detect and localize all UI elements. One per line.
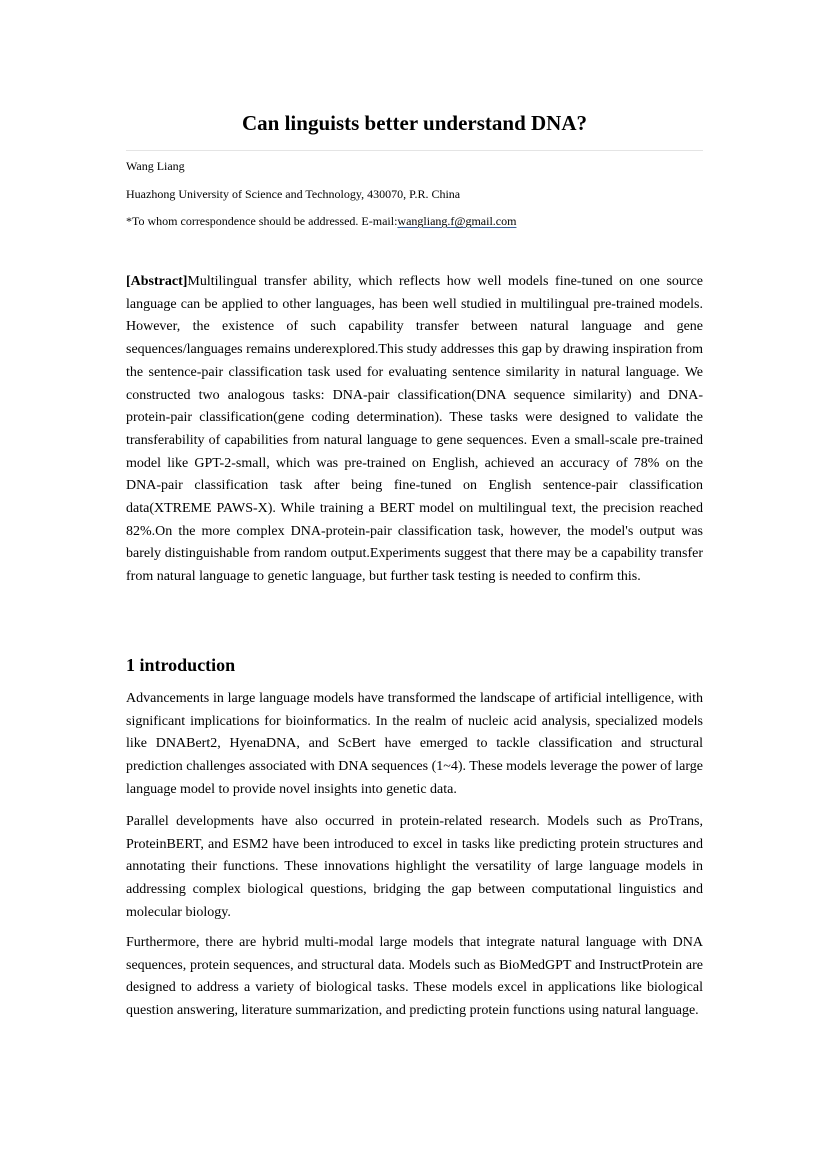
section-heading: 1 introduction bbox=[126, 655, 236, 675]
body-paragraph: Parallel developments have also occurred in protein-related research. Models such as ProTrans, ProteinBERT, and ESM2 have been introduced to excel in tasks like predicting protein structures and annotating their functions. These innovations highlight the versatility of large language models in addressing complex biological questions, bridging the gap between computational linguistics and molecular biology. bbox=[126, 814, 703, 920]
body-paragraph: Furthermore, there are hybrid multi-modal large models that integrate natural language with DNA sequences, protein sequences, and structural data. Models such as BioMedGPT and InstructProtein are designed to address a variety of biological tasks. These models excel in applications like biological question answering, literature summarization, and predicting protein functions using natural language. bbox=[126, 935, 703, 1019]
title-divider bbox=[126, 150, 703, 151]
correspondence-prefix: *To whom correspondence should be addressed. E-mail: bbox=[126, 214, 398, 228]
body-paragraph: Advancements in large language models have transformed the landscape of artificial intelligence, with significant implications for bioinformatics. In the realm of nucleic acid analysis, specialized models like DNABert2, HyenaDNA, and ScBert have emerged to tackle classification and structural prediction challenges associated with DNA sequences (1~4). These models leverage the power of large language model to provide novel insights into genetic data. bbox=[126, 691, 703, 797]
abstract bbox=[126, 271, 703, 589]
abstract-label: [Abstract] bbox=[126, 274, 188, 289]
author-name: Wang Liang bbox=[126, 159, 185, 173]
paper-title: Can linguists better understand DNA? bbox=[242, 111, 587, 135]
abstract-text: Multilingual transfer ability, which reflects how well models fine-tuned on one source language can be applied to other languages, has been well studied in multilingual pre-trained models. However, the existence of such capability transfer between natural language and gene sequences/languages remains underexplored.This study addresses this gap by drawing inspiration from the sentence-pair classification task used for evaluating sentence similarity in natural language. We constructed two analogous tasks: DNA-pair classification(DNA sequence similarity) and DNA-protein-pair classification(gene coding determination). These tasks were designed to validate the transferability of capabilities from natural language to gene sequences. Even a small-scale pre-trained model like GPT-2-small, which was pre-trained on English, achieved an accuracy of 78% on the DNA-pair classification task after being fine-tuned on English sentence-pair classification data(XTREME PAWS-X). While training a BERT model on multilingual text, the precision reached 82%.On the more complex DNA-protein-pair classification task, however, the model's output was barely distinguishable from random output.Experiments suggest that there may be a capability transfer from natural language to genetic language, but further task testing is needed to confirm this. bbox=[126, 274, 703, 585]
correspondence-line bbox=[126, 213, 703, 229]
email-link[interactable]: wangliang.f@gmail.com bbox=[397, 214, 517, 228]
author-affiliation: Huazhong University of Science and Technology, 430070, P.R. China bbox=[126, 187, 461, 201]
